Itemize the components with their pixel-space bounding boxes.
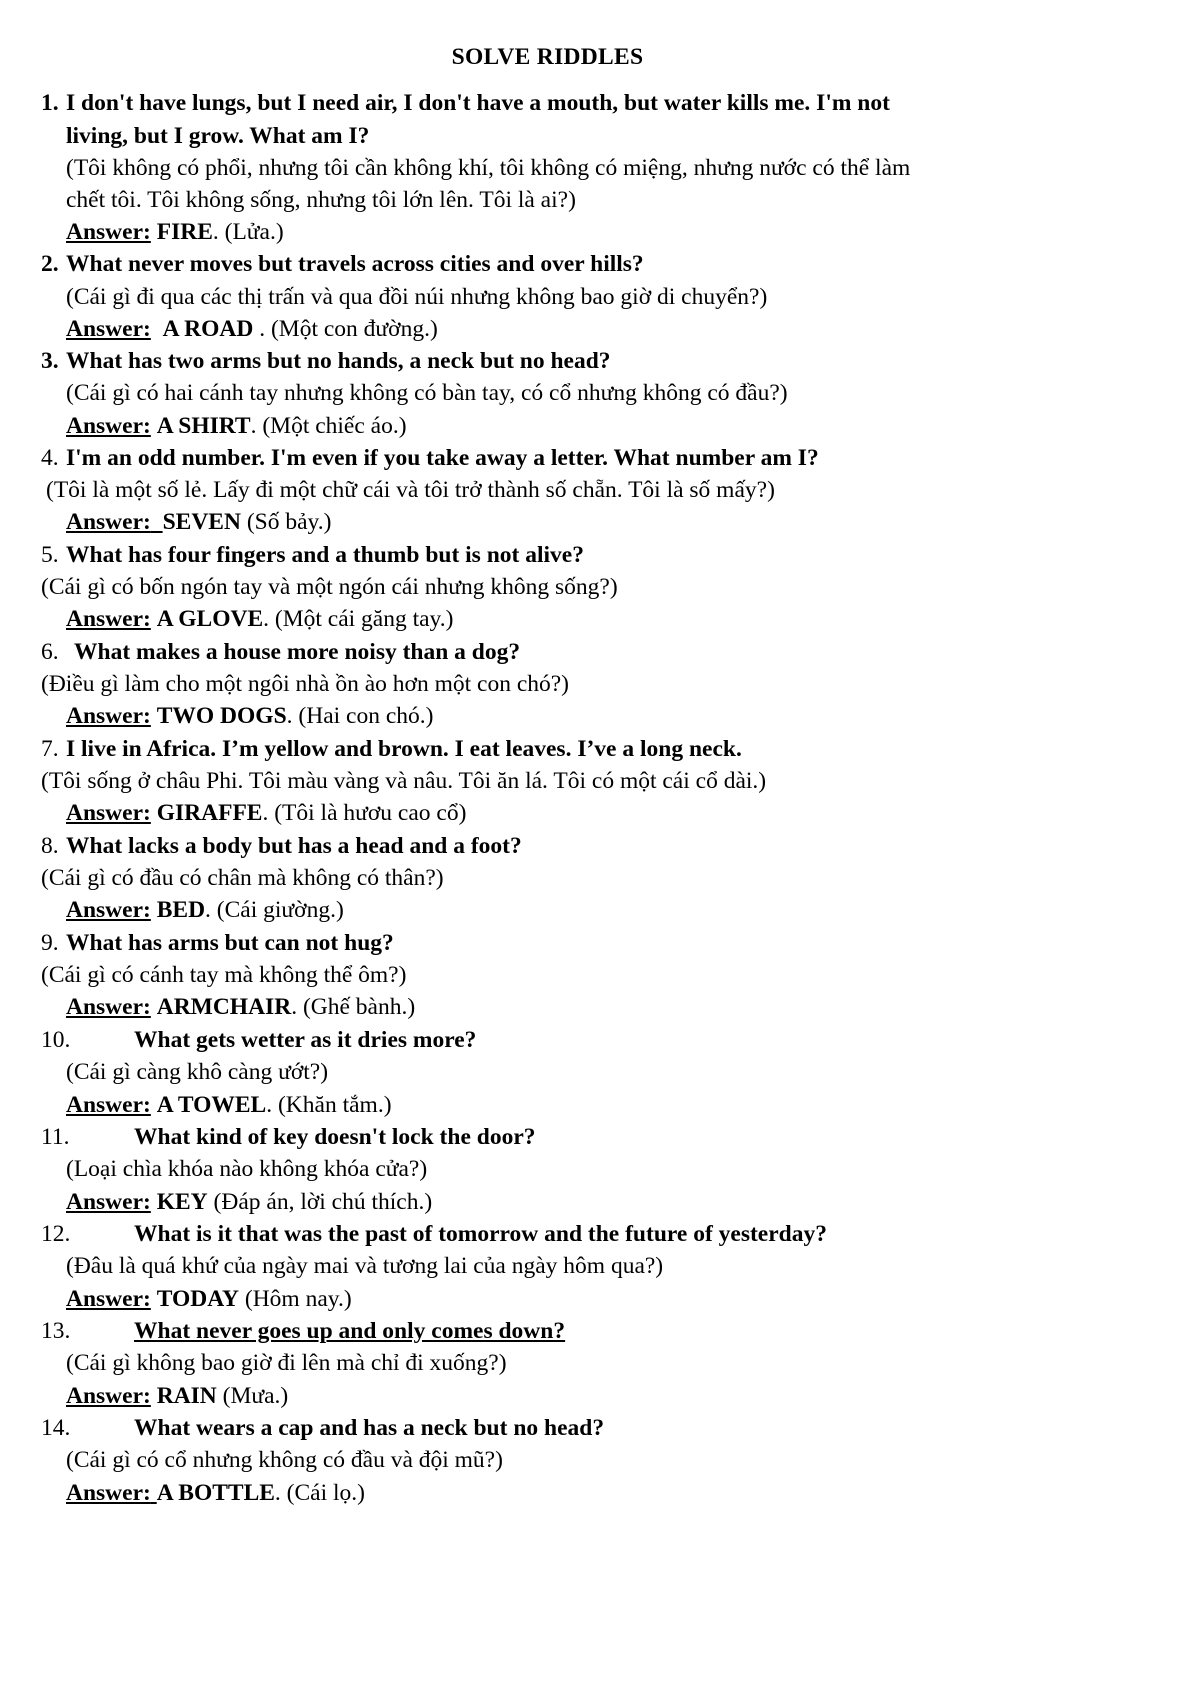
answer-translation: . (Cái giường.) <box>205 897 344 923</box>
riddle-question-line: living, but I grow. What am I? <box>66 123 370 149</box>
answer-translation: . (Một chiếc áo.) <box>250 413 407 439</box>
riddle-translation-line: (Tôi sống ở châu Phi. Tôi màu vàng và nâu. Tôi ăn lá. Tôi có một cái cổ dài.) <box>41 768 767 794</box>
answer-label: Answer: <box>66 1189 151 1215</box>
riddle-number: 9. <box>41 930 59 956</box>
answer-line <box>66 1381 288 1411</box>
answer-text: GIRAFFE <box>156 800 263 826</box>
answer-label: Answer: <box>66 509 151 535</box>
answer-line <box>66 1478 365 1508</box>
answer-label: Answer: <box>66 703 151 729</box>
riddle-translation-line: (Cái gì có hai cánh tay nhưng không có bàn tay, có cổ nhưng không có đầu?) <box>66 380 788 406</box>
answer-line <box>66 895 344 925</box>
riddle-number: 2. <box>41 251 59 277</box>
answer-text: A TOWEL <box>156 1092 267 1118</box>
answer-line <box>66 992 415 1022</box>
answer-text: ARMCHAIR <box>156 994 292 1020</box>
answer-label: Answer: <box>66 316 151 342</box>
answer-line <box>66 1284 352 1314</box>
riddle-translation-line: (Tôi là một số lẻ. Lấy đi một chữ cái và tôi trở thành số chẵn. Tôi là số mấy?) <box>46 477 775 503</box>
riddle-translation-line: (Đâu là quá khứ của ngày mai và tương lai của ngày hôm qua?) <box>66 1253 664 1279</box>
answer-label: Answer: <box>66 800 151 826</box>
answer-text: KEY <box>156 1189 208 1215</box>
riddle-number: 13. <box>41 1318 71 1344</box>
answer-text: A GLOVE <box>156 606 264 632</box>
answer-text: TODAY <box>156 1286 240 1312</box>
riddle-translation-line: (Cái gì có cổ nhưng không có đầu và đội mũ?) <box>66 1447 503 1473</box>
riddle-question-line: I live in Africa. I’m yellow and brown. I eat leaves. I’ve a long neck. <box>66 736 742 762</box>
riddle-question-line: What is it that was the past of tomorrow and the future of yesterday? <box>134 1221 827 1247</box>
riddle-question-line: What lacks a body but has a head and a foot? <box>66 833 522 859</box>
answer-line <box>66 411 407 441</box>
answer-label: Answer: <box>66 1286 151 1312</box>
answer-text: TWO DOGS <box>156 703 287 729</box>
riddle-translation-line: (Tôi không có phổi, nhưng tôi cần không khí, tôi không có miệng, nhưng nước có thể làm <box>66 155 911 181</box>
riddle-question-line: What makes a house more noisy than a dog? <box>74 639 521 665</box>
riddle-number: 11. <box>41 1124 70 1150</box>
answer-line <box>66 798 466 828</box>
answer-text: FIRE <box>156 219 213 245</box>
answer-label: Answer: <box>66 994 151 1020</box>
answer-translation: (Số bảy.) <box>240 509 332 535</box>
riddle-number: 8. <box>41 833 59 859</box>
answer-translation: (Mưa.) <box>216 1383 289 1409</box>
riddle-translation-line: (Cái gì có bốn ngón tay và một ngón cái nhưng không sống?) <box>41 574 618 600</box>
answer-line <box>66 507 331 537</box>
answer-label: Answer: <box>66 219 151 245</box>
answer-translation: . (Cái lọ.) <box>274 1480 365 1506</box>
riddle-number: 14. <box>41 1415 71 1441</box>
answer-label: Answer: <box>66 606 151 632</box>
riddle-number: 10. <box>41 1027 71 1053</box>
riddle-translation-line: chết tôi. Tôi không sống, nhưng tôi lớn lên. Tôi là ai?) <box>66 187 576 213</box>
page-title: SOLVE RIDDLES <box>451 44 644 70</box>
answer-translation: . (Khăn tắm.) <box>266 1092 392 1118</box>
riddle-number: 1. <box>41 90 59 116</box>
riddle-translation-line: (Cái gì càng khô càng ướt?) <box>66 1059 329 1085</box>
answer-line <box>66 1187 432 1217</box>
answer-translation: (Đáp án, lời chú thích.) <box>207 1189 433 1215</box>
riddle-question-line: What kind of key doesn't lock the door? <box>134 1124 536 1150</box>
riddle-number: 6. <box>41 639 59 665</box>
answer-text: A BOTTLE <box>156 1480 275 1506</box>
answer-label: Answer: <box>66 1383 151 1409</box>
riddle-question-line: What has arms but can not hug? <box>66 930 394 956</box>
answer-translation: . (Tôi là hươu cao cổ) <box>262 800 467 826</box>
riddle-translation-line: (Cái gì có cánh tay mà không thể ôm?) <box>41 962 407 988</box>
answer-line <box>66 314 438 344</box>
answer-text: BED <box>156 897 206 923</box>
riddle-translation-line: (Cái gì không bao giờ đi lên mà chỉ đi xuống?) <box>66 1350 507 1376</box>
answer-translation: . (Hai con chó.) <box>286 703 434 729</box>
answer-label: Answer: <box>66 1092 151 1118</box>
answer-label: Answer: <box>66 897 151 923</box>
riddle-translation-line: (Cái gì có đầu có chân mà không có thân?) <box>41 865 444 891</box>
riddle-question-line: What wears a cap and has a neck but no head? <box>134 1415 605 1441</box>
riddle-number: 7. <box>41 736 59 762</box>
riddle-number: 5. <box>41 542 59 568</box>
riddle-translation-line: (Điều gì làm cho một ngôi nhà ồn ào hơn một con chó?) <box>41 671 570 697</box>
riddle-question-line: What gets wetter as it dries more? <box>134 1027 477 1053</box>
answer-line <box>66 217 284 247</box>
answer-label: Answer: <box>66 413 151 439</box>
riddle-question-line: What never moves but travels across cities and over hills? <box>66 251 644 277</box>
answer-text: A ROAD <box>162 316 254 342</box>
riddle-question-line: What has two arms but no hands, a neck but no head? <box>66 348 611 374</box>
answer-label: Answer: <box>66 1480 151 1506</box>
riddle-number: 4. <box>41 445 59 471</box>
riddle-translation-line: (Loại chìa khóa nào không khóa cửa?) <box>66 1156 428 1182</box>
answer-translation: . (Một con đường.) <box>253 316 438 342</box>
answer-translation: (Hôm nay.) <box>239 1286 352 1312</box>
riddle-question-line: I don't have lungs, but I need air, I don't have a mouth, but water kills me. I'm not <box>66 90 890 116</box>
answer-text: SEVEN <box>162 509 241 535</box>
answer-text: RAIN <box>156 1383 217 1409</box>
riddle-translation-line: (Cái gì đi qua các thị trấn và qua đồi núi nhưng không bao giờ di chuyển?) <box>66 284 768 310</box>
answer-translation: . (Một cái găng tay.) <box>263 606 454 632</box>
answer-translation: . (Lửa.) <box>212 219 284 245</box>
riddle-number: 12. <box>41 1221 71 1247</box>
riddle-question-line: I'm an odd number. I'm even if you take away a letter. What number am I? <box>66 445 819 471</box>
answer-line <box>66 701 433 731</box>
answer-translation: . (Ghế bành.) <box>291 994 416 1020</box>
answer-text: A SHIRT <box>156 413 251 439</box>
answer-line <box>66 1090 392 1120</box>
riddle-question-line: What has four fingers and a thumb but is not alive? <box>66 542 584 568</box>
riddle-number: 3. <box>41 348 59 374</box>
riddle-question-line: What never goes up and only comes down? <box>134 1318 566 1344</box>
answer-line <box>66 604 454 634</box>
